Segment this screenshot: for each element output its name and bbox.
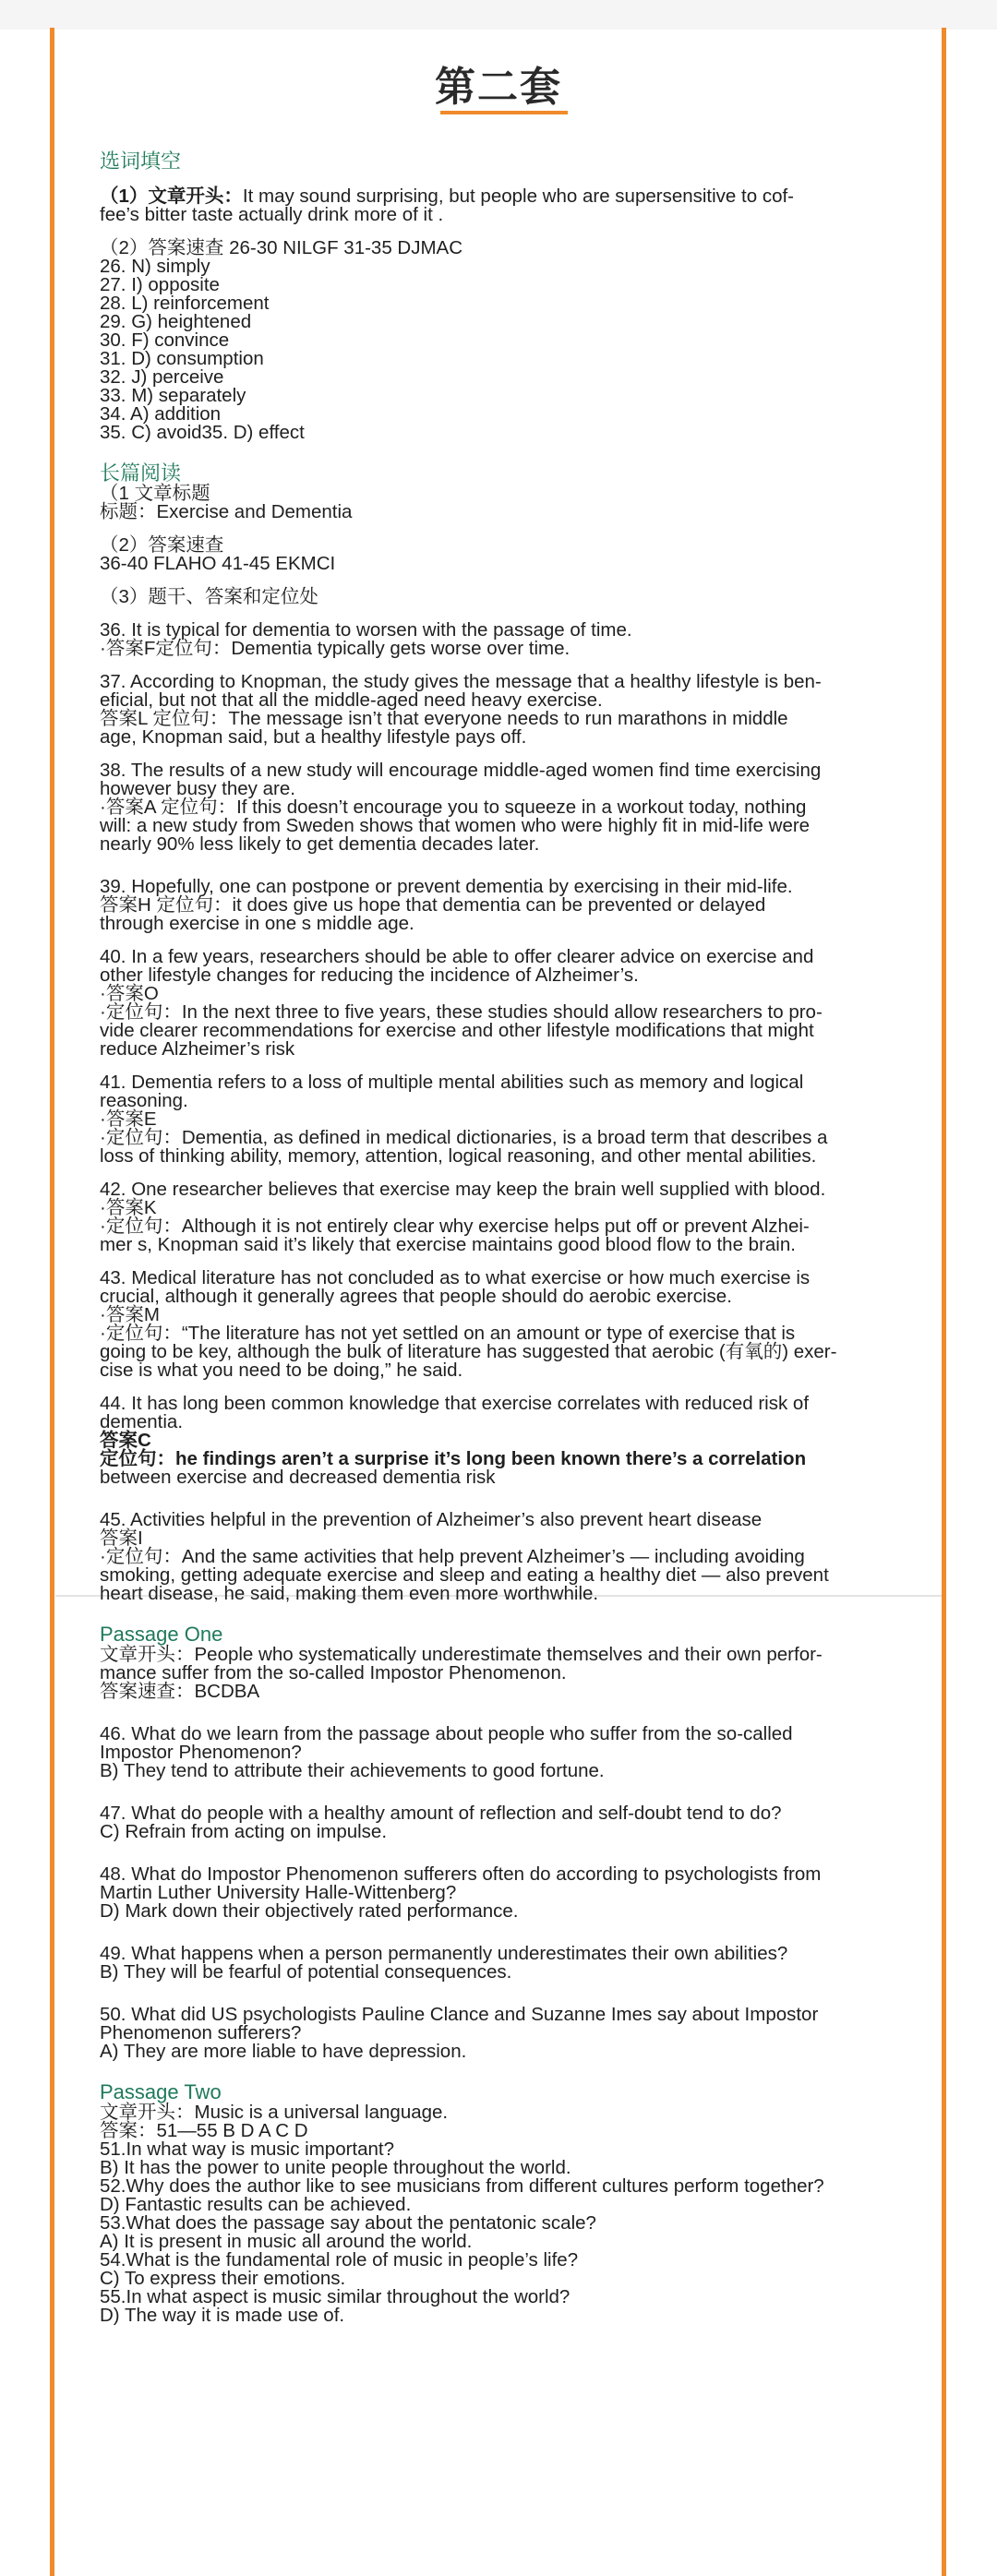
section-cloze-title: 选词填空 <box>100 150 182 173</box>
answer-line: vide clearer recommendations for exercise and other lifestyle modifications that might <box>100 1020 814 1041</box>
question-line: 47. What do people with a healthy amount of reflection and self-doubt tend to do? <box>100 1803 782 1824</box>
passage-two-line: 55.In what aspect is music similar throughout the world? <box>100 2286 571 2307</box>
answer-line: heart disease, he said, making them even more worthwhile. <box>100 1583 599 1604</box>
cloze-answers <box>100 239 912 442</box>
title-underline <box>440 111 568 114</box>
cloze-opening <box>100 187 912 224</box>
passage-one-answers: 答案速查：BCDBA <box>100 1681 260 1702</box>
answer-line: D) Mark down their objectively rated performance. <box>100 1900 519 1922</box>
cloze-item: 27. I) opposite <box>100 274 220 295</box>
question-44 <box>100 1395 912 1487</box>
answer-line: B) They will be fearful of potential consequences. <box>100 1961 512 1983</box>
page-title: 第二套 <box>435 65 562 110</box>
cloze-item: 32. J) perceive <box>100 366 224 388</box>
question-46 <box>100 1725 912 1780</box>
answer-line: 答案L 定位句：The message isn’t that everyone needs to run marathons in middle <box>100 708 788 729</box>
answer-line: ·答案A 定位句：If this doesn’t encourage you to squeeze in a workout today, nothing <box>100 797 807 818</box>
question-line: 43. Medical literature has not concluded as to what exercise or how much exercise is <box>100 1267 811 1288</box>
answer-line: ·答案F定位句：Dementia typically gets worse over time. <box>100 638 571 659</box>
question-48 <box>100 1865 912 1921</box>
answer-line: ·答案K <box>100 1197 157 1218</box>
passage-two-line: 52.Why does the author like to see musicians from different cultures perform together? <box>100 2175 824 2197</box>
answer-line: C) Refrain from acting on impulse. <box>100 1821 388 1842</box>
answer-line: ·答案O <box>100 983 159 1004</box>
question-42 <box>100 1180 912 1254</box>
answer-line: between exercise and decreased dementia risk <box>100 1467 496 1488</box>
answer-line: age, Knopman said, but a healthy lifestyle pays off. <box>100 726 527 748</box>
answer-line: reduce Alzheimer’s risk <box>100 1038 295 1060</box>
document-body <box>100 143 912 2325</box>
question-line: 50. What did US psychologists Pauline Clance and Suzanne Imes say about Impostor <box>100 2004 819 2025</box>
answer-line: ·定位句：In the next three to five years, these studies should allow researchers to pro- <box>100 1001 823 1023</box>
passage-two-line: 54.What is the fundamental role of music in people’s life? <box>100 2249 579 2270</box>
question-line: reasoning. <box>100 1090 188 1111</box>
question-50 <box>100 2006 912 2061</box>
question-43 <box>100 1269 912 1380</box>
answer-line: A) They are more liable to have depression. <box>100 2041 467 2062</box>
long-reading-title-line: 标题：Exercise and Dementia <box>100 501 353 522</box>
answer-line: ·答案M <box>100 1304 160 1325</box>
question-36 <box>100 621 912 658</box>
cloze-item: 34. A) addition <box>100 403 222 425</box>
cloze-item: 33. M) separately <box>100 385 246 406</box>
cloze-item: 31. D) consumption <box>100 348 264 369</box>
cloze-item: 30. F) convince <box>100 329 230 351</box>
answer-line: smoking, getting adequate exercise and sleep and eating a healthy diet — also prevent <box>100 1564 829 1586</box>
passage-one-opening <box>100 1646 912 1701</box>
answer-line: loss of thinking ability, memory, attention, logical reasoning, and other mental abilities. <box>100 1145 817 1167</box>
cloze-item: 29. G) heightened <box>100 311 252 332</box>
question-line: Impostor Phenomenon? <box>100 1742 302 1763</box>
question-38 <box>100 761 912 854</box>
question-45 <box>100 1511 912 1603</box>
cloze-item: 26. N) simply <box>100 256 210 277</box>
cloze-opening-text2: fee’s bitter taste actually drink more of it . <box>100 204 444 225</box>
long-reading-answers-label: （2）答案速查 <box>100 534 224 556</box>
question-line: 37. According to Knopman, the study gives the message that a healthy lifestyle is ben- <box>100 671 822 692</box>
passage-two-line: D) Fantastic results can be achieved. <box>100 2194 412 2215</box>
answer-line: going to be key, although the bulk of literature has suggested that aerobic (有氧的) exer- <box>100 1341 837 1362</box>
answer-line: through exercise in one s middle age. <box>100 913 414 934</box>
question-line: 40. In a few years, researchers should be able to offer clearer advice on exercise and <box>100 946 814 967</box>
answer-line: ·定位句：Although it is not entirely clear why exercise helps put off or prevent Alzhei- <box>100 1216 810 1237</box>
passage-two-line: 51.In what way is music important? <box>100 2139 395 2160</box>
section-passage-one-title: Passage One <box>100 1623 223 1646</box>
question-line: Martin Luther University Halle-Wittenberg? <box>100 1882 457 1903</box>
cloze-item: 28. L) reinforcement <box>100 293 270 314</box>
passage-two-line: 53.What does the passage say about the pentatonic scale? <box>100 2212 596 2234</box>
passage-two-block <box>100 2103 912 2325</box>
left-border-rule <box>50 28 54 2576</box>
question-line: other lifestyle changes for reducing the incidence of Alzheimer’s. <box>100 965 639 986</box>
cloze-opening-label: （1）文章开头： <box>100 186 243 207</box>
question-line: Phenomenon sufferers? <box>100 2022 302 2043</box>
long-reading-title-label: （1 文章标题 <box>100 483 210 504</box>
answer-line: cise is what you need to be doing,” he said. <box>100 1360 463 1381</box>
question-line: 44. It has long been common knowledge that exercise correlates with reduced risk of <box>100 1393 810 1414</box>
passage-two-line: C) To express their emotions. <box>100 2268 346 2289</box>
question-line: 48. What do Impostor Phenomenon sufferers often do according to psychologists from <box>100 1863 822 1885</box>
question-49 <box>100 1945 912 1982</box>
section-passage-two-title: Passage Two <box>100 2080 222 2103</box>
answer-line: 答案H 定位句：it does give us hope that dementia can be prevented or delayed <box>100 894 766 916</box>
cloze-answers-text: 26-30 NILGF 31-35 DJMAC <box>229 237 463 258</box>
question-39 <box>100 878 912 933</box>
passage-two-line: B) It has the power to unite people throughout the world. <box>100 2157 571 2178</box>
passage-two-line: A) It is present in music all around the world. <box>100 2231 473 2252</box>
passage-two-line: 答案：51—55 B D A C D <box>100 2120 308 2141</box>
question-line: however busy they are. <box>100 778 295 799</box>
question-line: 42. One researcher believes that exercise may keep the brain well supplied with blood. <box>100 1179 826 1200</box>
long-reading-title-block <box>100 485 912 521</box>
answer-line: nearly 90% less likely to get dementia decades later. <box>100 833 540 855</box>
long-reading-answers <box>100 536 912 573</box>
long-reading-answers-text: 36-40 FLAHO 41-45 EKMCI <box>100 553 336 574</box>
section-long-reading-title: 长篇阅读 <box>100 461 182 485</box>
answer-line: ·定位句：And the same activities that help prevent Alzheimer’s — including avoiding <box>100 1546 805 1567</box>
top-band <box>0 0 997 30</box>
answer-line: ·定位句：Dementia, as defined in medical dictionaries, is a broad term that describes a <box>100 1127 828 1148</box>
cloze-item: 35. C) avoid35. D) effect <box>100 422 305 443</box>
passage-one-opening-line: 文章开头：People who systematically underestimate themselves and their own perfor- <box>100 1644 823 1665</box>
question-line: eficial, but not that all the middle-aged need heavy exercise. <box>100 689 603 711</box>
question-41 <box>100 1073 912 1166</box>
cloze-answers-label: （2）答案速查 <box>100 237 224 258</box>
answer-line: 答案C <box>100 1430 151 1451</box>
question-line: 38. The results of a new study will encourage middle-aged women find time exercising <box>100 760 822 781</box>
cloze-opening-text: It may sound surprising, but people who are supersensitive to cof- <box>242 186 794 207</box>
answer-line: will: a new study from Sweden shows that women who were highly fit in mid-life were <box>100 815 811 836</box>
question-line: 36. It is typical for dementia to worsen with the passage of time. <box>100 619 632 641</box>
question-40 <box>100 948 912 1059</box>
question-line: dementia. <box>100 1411 184 1432</box>
question-line: 49. What happens when a person permanently underestimates their own abilities? <box>100 1943 788 1964</box>
long-reading-locate-label: （3）题干、答案和定位处 <box>100 586 318 607</box>
right-border-rule <box>942 28 946 2576</box>
answer-line: ·定位句：“The literature has not yet settled on an amount or type of exercise that is <box>100 1323 796 1344</box>
passage-two-line: 文章开头：Music is a universal language. <box>100 2102 449 2123</box>
question-37 <box>100 673 912 747</box>
answer-line: ·答案E <box>100 1108 157 1130</box>
question-line: crucial, although it generally agrees that people should do aerobic exercise. <box>100 1286 732 1307</box>
question-47 <box>100 1804 912 1841</box>
answer-line: 答案I <box>100 1528 143 1549</box>
question-line: 45. Activities helpful in the prevention of Alzheimer’s also prevent heart disease <box>100 1509 763 1530</box>
answer-line: B) They tend to attribute their achievements to good fortune. <box>100 1760 605 1781</box>
answer-line: 定位句：he findings aren’t a surprise it’s long been known there’s a correlation <box>100 1448 807 1469</box>
question-line: 41. Dementia refers to a loss of multiple mental abilities such as memory and logical <box>100 1072 804 1093</box>
question-line: 39. Hopefully, one can postpone or prevent dementia by exercising in their mid-life. <box>100 876 793 897</box>
passage-two-line: D) The way it is made use of. <box>100 2305 345 2326</box>
question-line: 46. What do we learn from the passage about people who suffer from the so-called <box>100 1723 793 1744</box>
answer-line: mer s, Knopman said it’s likely that exercise maintains good blood flow to the brain. <box>100 1234 796 1255</box>
passage-one-opening-line: mance suffer from the so-called Impostor Phenomenon. <box>100 1662 567 1683</box>
